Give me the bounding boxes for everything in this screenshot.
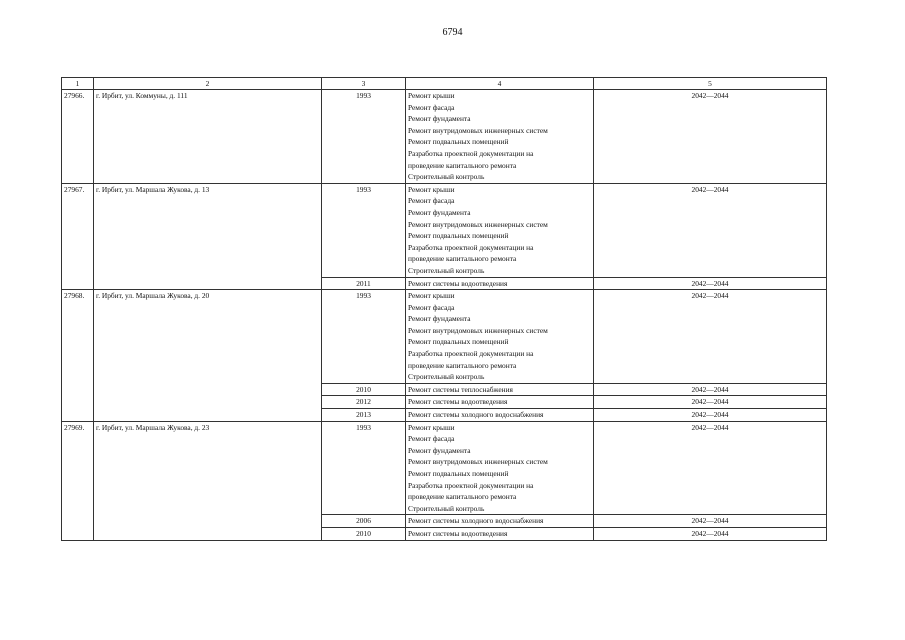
work-item: Ремонт фундамента [408, 114, 471, 124]
entry-address: г. Ирбит, ул. Коммуны, д. 111 [94, 90, 322, 184]
work-item: Строительный контроль [408, 372, 485, 382]
construction-year: 2011 [322, 277, 406, 290]
entry-number: 27967. [62, 183, 94, 289]
work-item: Ремонт крыши [408, 422, 455, 432]
work-item: Ремонт фундамента [408, 207, 471, 217]
work-list [406, 277, 594, 290]
work-list [406, 409, 594, 422]
work-item: Ремонт подвальных помещений [408, 137, 509, 147]
entry-number: 27969. [62, 421, 94, 540]
work-item: Разработка проектной документации на [408, 148, 534, 158]
table-body [62, 90, 827, 541]
repair-period: 2042—2044 [594, 396, 827, 409]
work-item: Ремонт системы холодного водоснабжения [408, 410, 544, 420]
work-item: Ремонт системы теплоснабжения [408, 384, 513, 394]
construction-year: 2010 [322, 383, 406, 396]
repair-period: 2042—2044 [594, 277, 827, 290]
construction-year: 2012 [322, 396, 406, 409]
construction-year: 1993 [322, 421, 406, 515]
construction-year: 1993 [322, 90, 406, 184]
repair-period: 2042—2044 [594, 183, 827, 277]
work-item: проведение капитального ремонта [408, 160, 517, 170]
repair-period: 2042—2044 [594, 90, 827, 184]
construction-year: 2013 [322, 409, 406, 422]
work-item: Ремонт фасада [408, 434, 455, 444]
work-list [406, 290, 594, 384]
work-item: Разработка проектной документации на [408, 242, 534, 252]
table-row [62, 290, 827, 384]
header-col-2: 2 [94, 78, 322, 90]
construction-year: 2006 [322, 515, 406, 528]
work-item: Ремонт системы водоотведения [408, 278, 508, 288]
work-item: Ремонт крыши [408, 184, 455, 194]
work-item: Разработка проектной документации на [408, 349, 534, 359]
header-row [62, 78, 827, 90]
entry-number: 27968. [62, 290, 94, 422]
work-list [406, 90, 594, 184]
work-item: Ремонт крыши [408, 291, 455, 301]
header-col-5: 5 [594, 78, 827, 90]
work-item: Строительный контроль [408, 172, 485, 182]
table-row [62, 421, 827, 515]
table-row [62, 183, 827, 277]
work-item: проведение капитального ремонта [408, 492, 517, 502]
work-list [406, 183, 594, 277]
construction-year: 1993 [322, 290, 406, 384]
work-item: проведение капитального ремонта [408, 254, 517, 264]
work-list [406, 396, 594, 409]
work-item: Ремонт внутридомовых инженерных систем [408, 457, 548, 467]
work-item: Ремонт подвальных помещений [408, 231, 509, 241]
work-item: Ремонт системы водоотведения [408, 528, 508, 538]
repair-period: 2042—2044 [594, 409, 827, 422]
work-item: Ремонт внутридомовых инженерных систем [408, 219, 548, 229]
table-row [62, 90, 827, 184]
work-item: Ремонт внутридомовых инженерных систем [408, 325, 548, 335]
page-number: 6794 [442, 27, 463, 38]
work-item: Строительный контроль [408, 265, 485, 275]
repair-period: 2042—2044 [594, 421, 827, 515]
work-item: проведение капитального ремонта [408, 360, 517, 370]
repair-period: 2042—2044 [594, 383, 827, 396]
entry-number: 27966. [62, 90, 94, 184]
construction-year: 1993 [322, 183, 406, 277]
construction-year: 2010 [322, 527, 406, 540]
work-item: Ремонт системы водоотведения [408, 397, 508, 407]
work-item: Ремонт крыши [408, 91, 455, 100]
work-list [406, 527, 594, 540]
work-item: Строительный контроль [408, 503, 485, 513]
repair-schedule-table [61, 77, 827, 541]
work-item: Ремонт фундамента [408, 314, 471, 324]
entry-address: г. Ирбит, ул. Маршала Жукова, д. 23 [94, 421, 322, 540]
work-list [406, 515, 594, 528]
work-item: Ремонт системы холодного водоснабжения [408, 516, 544, 526]
entry-address: г. Ирбит, ул. Маршала Жукова, д. 20 [94, 290, 322, 422]
header-col-3: 3 [322, 78, 406, 90]
entry-address: г. Ирбит, ул. Маршала Жукова, д. 13 [94, 183, 322, 289]
work-item: Ремонт подвальных помещений [408, 469, 509, 478]
repair-period: 2042—2044 [594, 290, 827, 384]
work-item: Ремонт фундамента [408, 445, 471, 455]
header-col-4: 4 [406, 78, 594, 90]
repair-period: 2042—2044 [594, 527, 827, 540]
header-col-1: 1 [62, 78, 94, 90]
work-item: Ремонт фасада [408, 102, 455, 112]
work-item: Ремонт подвальных помещений [408, 337, 509, 347]
work-item: Разработка проектной документации на [408, 480, 534, 490]
work-item: Ремонт фасада [408, 196, 455, 206]
work-list [406, 421, 594, 515]
work-item: Ремонт внутридомовых инженерных систем [408, 125, 548, 135]
repair-period: 2042—2044 [594, 515, 827, 528]
work-list [406, 383, 594, 396]
work-item: Ремонт фасада [408, 302, 455, 312]
